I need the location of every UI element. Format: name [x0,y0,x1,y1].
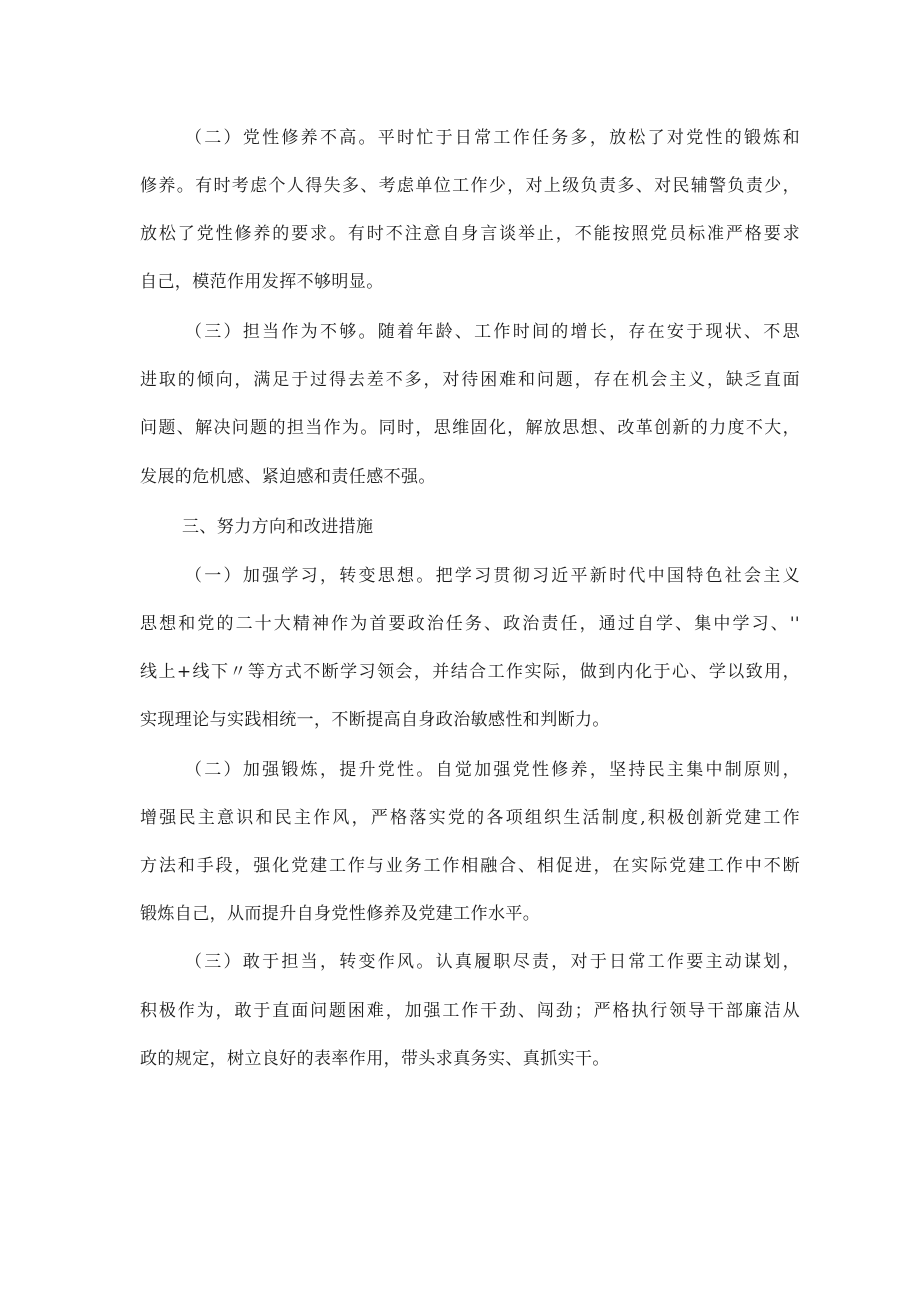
paragraph-5-line-1: （三）敢于担当，转变作风。认真履职尽责，对于日常工作要主动谋划， [185,952,800,972]
section-heading-3: 三、努力方向和改进措施 [182,517,374,537]
paragraph-4-line-3: 方法和手段，强化党建工作与业务工作相融合、相促进，在实际党建工作中不断 [140,856,800,876]
paragraph-1-line-1: （二）党性修养不高。平时忙于日常工作任务多，放松了对党性的锻炼和 [185,128,800,148]
paragraph-1-line-4: 自己，模范作用发挥不够明显。 [140,272,384,292]
paragraph-2-line-2: 进取的倾向，满足于过得去差不多，对待困难和问题，存在机会主义，缺乏直面 [140,370,800,390]
paragraph-3-line-1: （一）加强学习，转变思想。把学习贯彻习近平新时代中国特色社会主义 [185,566,800,586]
paragraph-4-line-4: 锻炼自己，从而提升自身党性修养及党建工作水平。 [140,904,541,924]
paragraph-4-line-1: （二）加强锻炼，提升党性。自觉加强党性修养，坚持民主集中制原则， [185,760,800,780]
paragraph-4-line-2: 增强民主意识和民主作风，严格落实党的各项组织生活制度,积极创新党建工作 [140,808,800,828]
paragraph-3-line-4: 实现理论与实践相统一，不断提高自身政治敏感性和判断力。 [140,710,610,730]
paragraph-5-line-2: 积极作为，敢于直面问题困难，加强工作干劲、闯劲；严格执行领导干部廉洁从 [140,1001,800,1021]
paragraph-2-line-1: （三）担当作为不够。随着年龄、工作时间的增长，存在安于现状、不思 [185,322,800,342]
paragraph-5-line-3: 政的规定，树立良好的表率作用，带头求真务实、真抓实干。 [140,1049,610,1069]
paragraph-3-line-2: 思想和党的二十大精神作为首要政治任务、政治责任，通过自学、集中学习、'' [140,614,800,634]
paragraph-2-line-4: 发展的危机感、紧迫感和责任感不强。 [140,467,436,487]
paragraph-2-line-3: 问题、解决问题的担当作为。同时，思维固化，解放思想、改革创新的力度不大， [140,418,800,438]
paragraph-3-line-3: 线上+线下〃等方式不断学习领会，并结合工作实际，做到内化于心、学以致用， [140,662,800,682]
paragraph-1-line-3: 放松了党性修养的要求。有时不注意自身言谈举止，不能按照党员标准严格要求 [140,224,800,244]
paragraph-1-line-2: 修养。有时考虑个人得失多、考虑单位工作少，对上级负责多、对民辅警负责少， [140,176,800,196]
